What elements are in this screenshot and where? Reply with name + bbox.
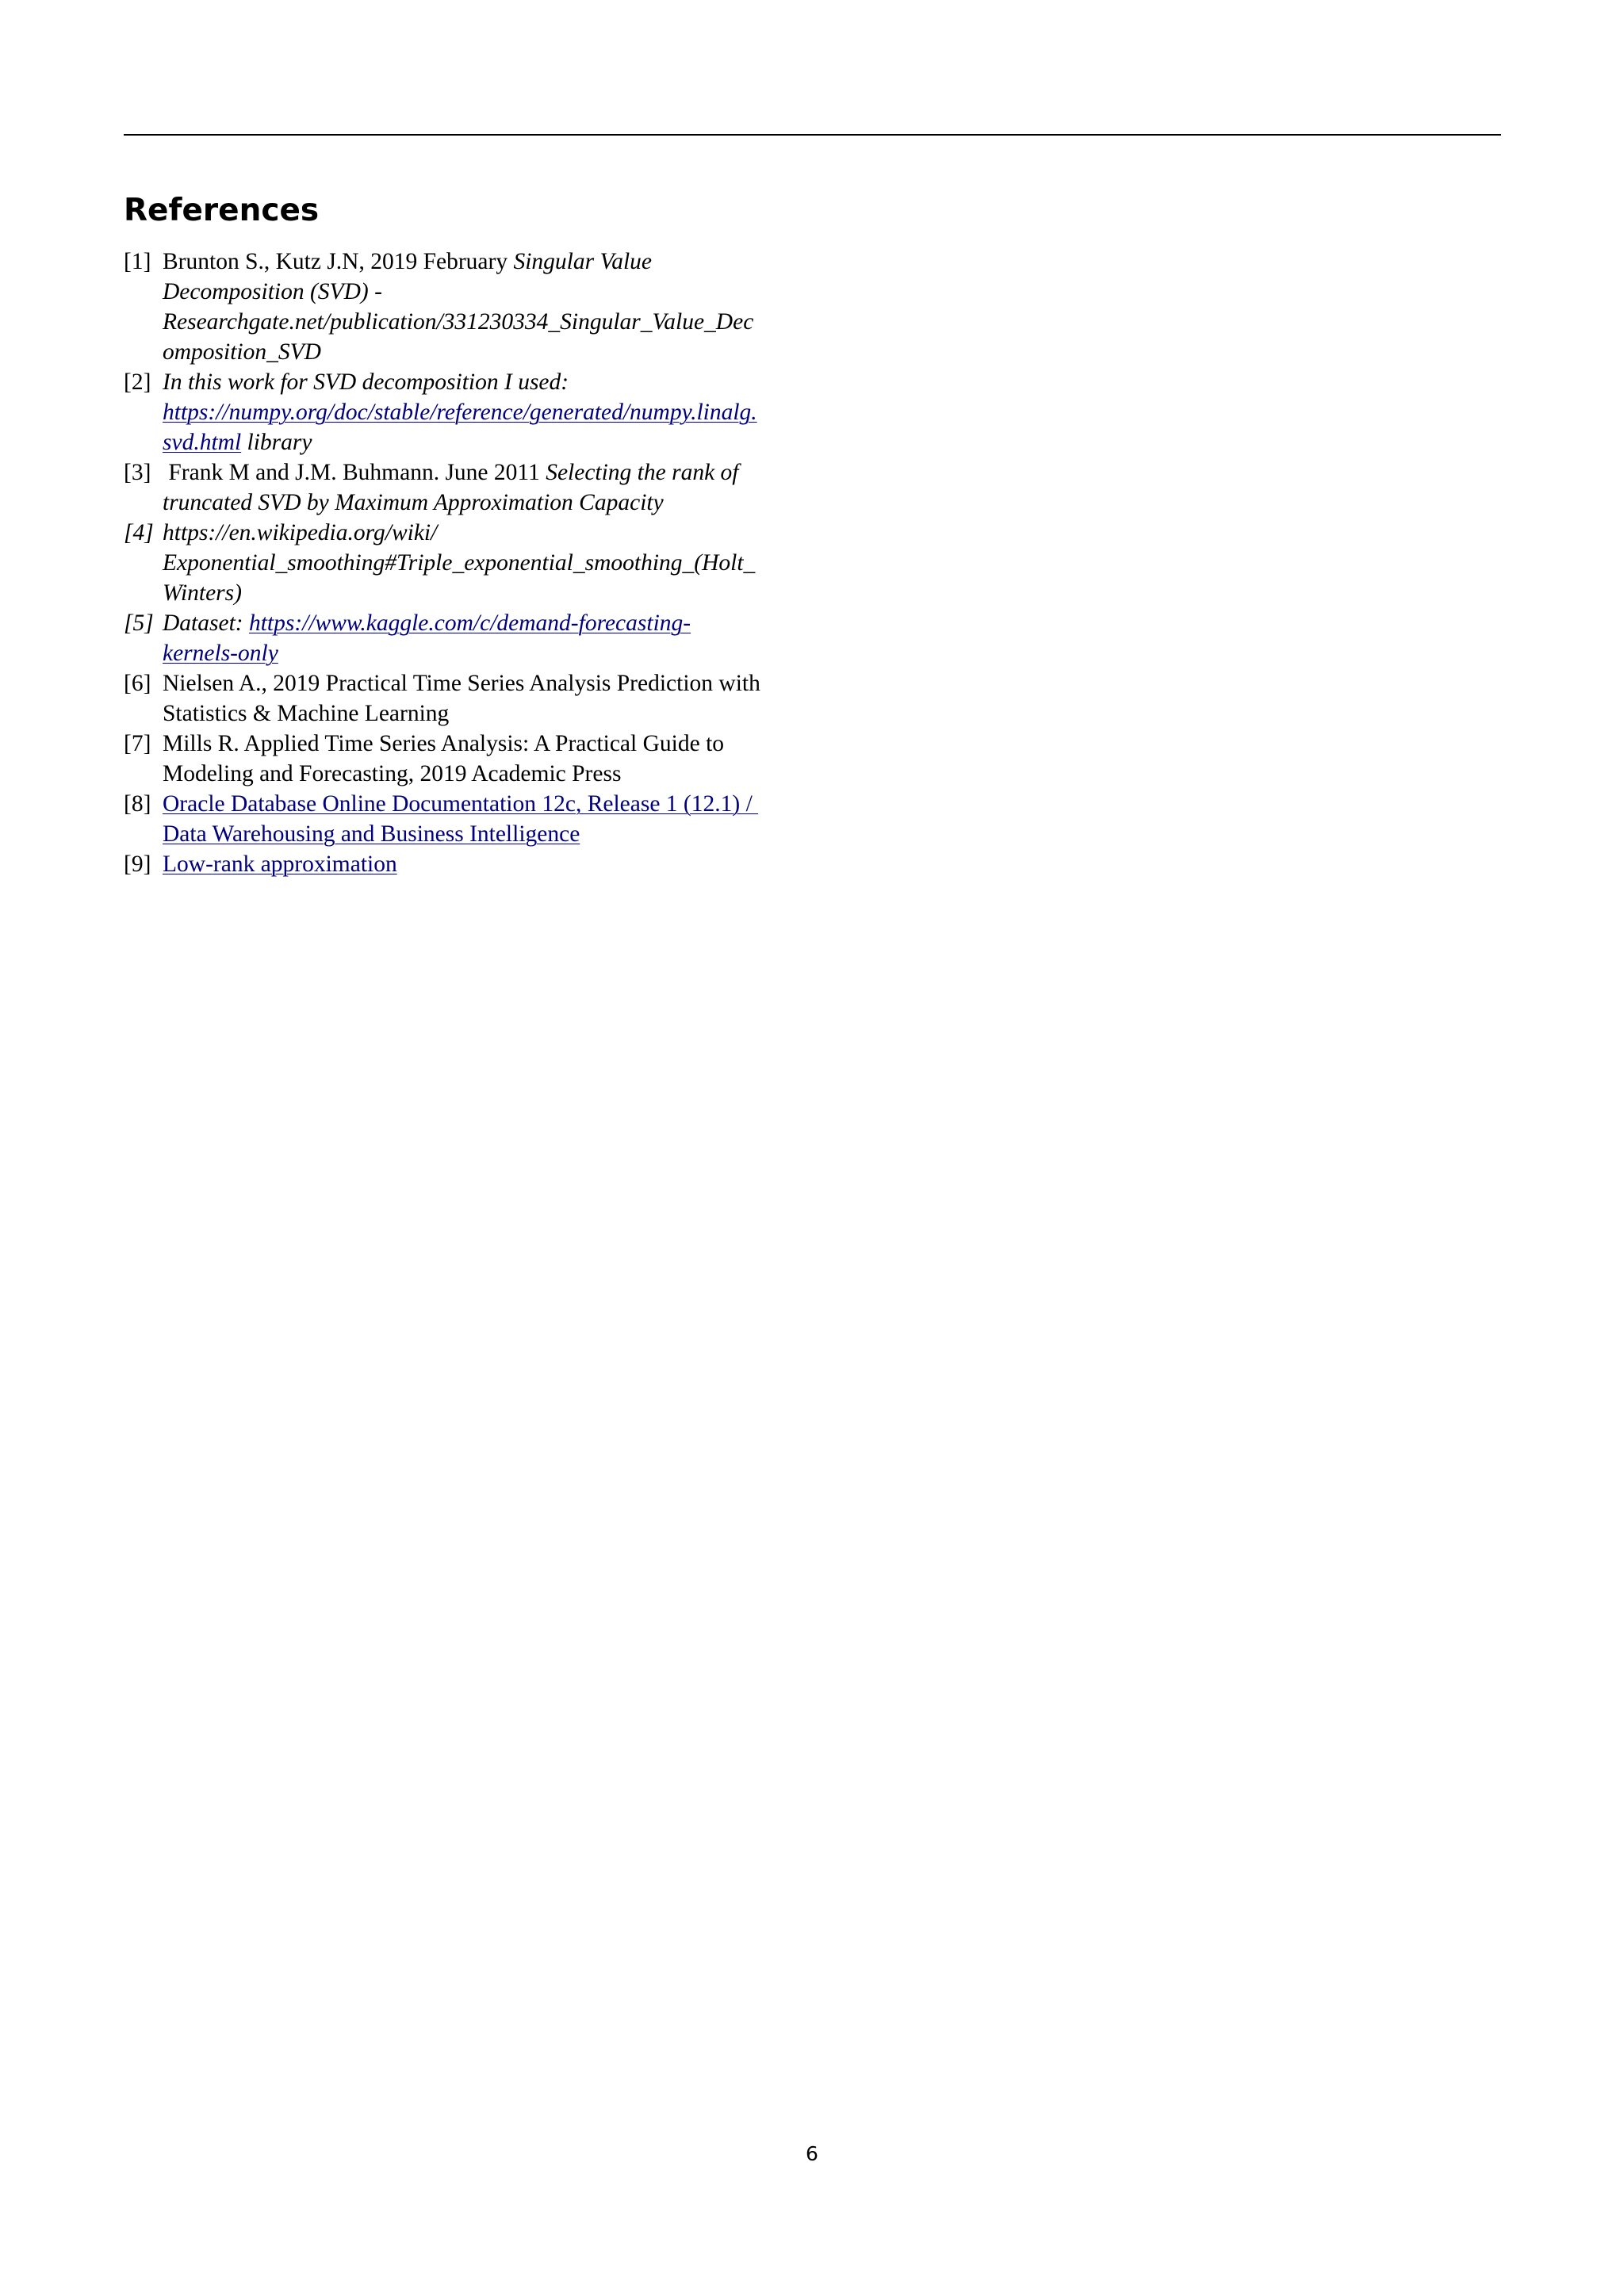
header-rule (124, 134, 1501, 136)
reference-number: [1] (124, 249, 151, 274)
kaggle-dataset-link-continued[interactable]: kernels-only (163, 641, 278, 666)
reference-line (163, 849, 806, 879)
reference-line: Winters) (163, 580, 242, 606)
numpy-svd-link[interactable]: https://numpy.org/doc/stable/reference/generated/numpy.linalg. (163, 400, 757, 425)
reference-line (163, 608, 806, 638)
reference-item (124, 367, 806, 457)
reference-line: Decomposition (SVD) - (163, 279, 382, 304)
reference-item (124, 608, 806, 668)
reference-item (124, 729, 806, 789)
reference-number: [9] (124, 851, 151, 877)
reference-number: [8] (124, 791, 151, 817)
reference-line (163, 427, 806, 457)
reference-line: omposition_SVD (163, 339, 321, 365)
page-number: 6 (806, 2142, 818, 2165)
reference-number: [2] (124, 369, 151, 395)
reference-line: truncated SVD by Maximum Approximation Capacity (163, 490, 664, 515)
reference-item (124, 668, 806, 729)
reference-line: Researchgate.net/publication/331230334_Singular_Value_Dec (163, 309, 754, 335)
reference-line: Nielsen A., 2019 Practical Time Series Analysis Prediction with (163, 671, 760, 696)
reference-authors: Brunton S., Kutz J.N, 2019 February (163, 249, 514, 274)
reference-line (163, 457, 806, 488)
reference-number: [5] (124, 610, 154, 636)
oracle-docs-link[interactable]: Oracle Database Online Documentation 12c, Release 1 (12.1) / (163, 791, 759, 817)
reference-title: Singular Value (513, 249, 653, 274)
numpy-svd-link-continued[interactable]: svd.html (163, 430, 242, 455)
low-rank-approximation-link[interactable]: Low-rank approximation (163, 851, 397, 877)
reference-text: Dataset: (163, 610, 249, 636)
reference-item (124, 247, 806, 367)
reference-number: [7] (124, 731, 151, 756)
reference-authors: Frank M and J.M. Buhmann. June 2011 (163, 460, 546, 485)
section-heading: References (124, 193, 320, 228)
reference-line (163, 789, 806, 819)
reference-line: Statistics & Machine Learning (163, 701, 450, 726)
reference-line: Mills R. Applied Time Series Analysis: A Practical Guide to (163, 731, 725, 756)
reference-line: Modeling and Forecasting, 2019 Academic Press (163, 761, 622, 786)
reference-line (163, 638, 806, 668)
reference-list (124, 247, 806, 879)
kaggle-dataset-link[interactable]: https://www.kaggle.com/c/demand-forecasting- (248, 610, 691, 636)
reference-item (124, 457, 806, 518)
reference-line: Exponential_smoothing#Triple_exponential_smoothing_(Holt_ (163, 550, 756, 576)
reference-text: library (241, 430, 312, 455)
reference-item (124, 789, 806, 849)
reference-item (124, 518, 806, 608)
reference-line: In this work for SVD decomposition I used: (163, 369, 569, 395)
reference-number: [6] (124, 671, 151, 696)
reference-number: [4] (124, 520, 154, 545)
reference-line (163, 819, 806, 849)
reference-title: Selecting the rank of (546, 460, 739, 485)
reference-line (163, 247, 806, 277)
reference-item (124, 849, 806, 879)
reference-line: https://en.wikipedia.org/wiki/ (163, 520, 438, 545)
oracle-docs-link-continued[interactable]: Data Warehousing and Business Intelligence (163, 821, 580, 847)
reference-line (163, 397, 806, 427)
reference-number: [3] (124, 460, 151, 485)
